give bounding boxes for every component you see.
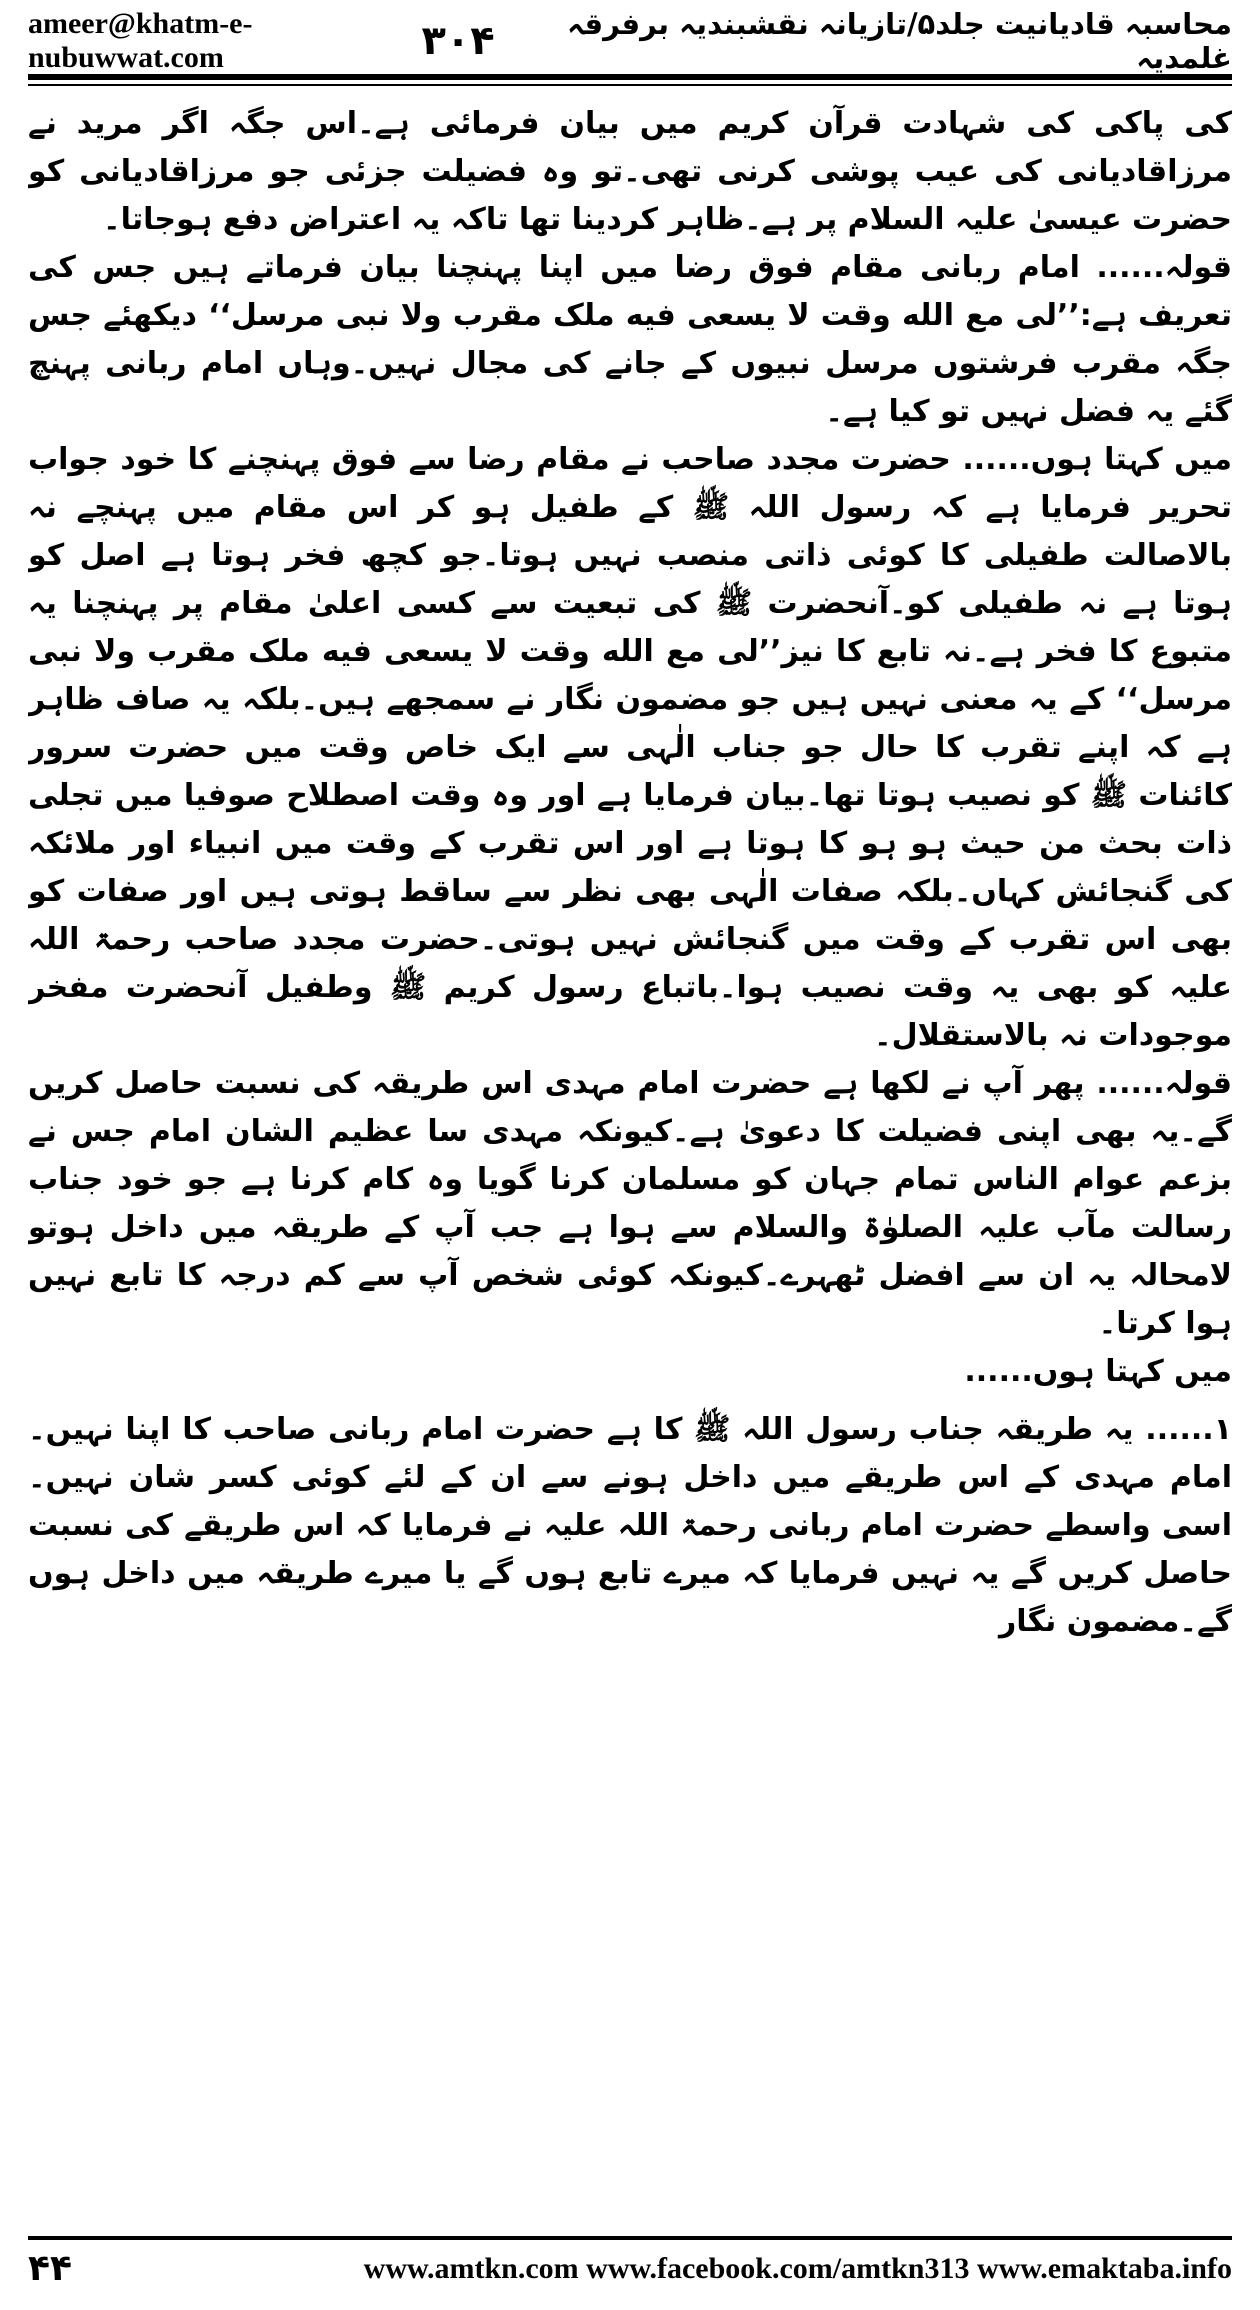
page-footer — [28, 2236, 1232, 2300]
paragraph-2: قولہ...... امام ربانی مقام فوق رضا میں اپنا پہنچنا بیان فرماتے ہیں جس کی تعریف ہے:’’لی مع الله وقت لا یسعی فیه ملک مقرب ولا نبی مرسل‘‘ دیکھئے جس جگہ مقرب فرشتوں مرسل نبیوں کے جانے کی مجال نہیں۔وہاں امام ربانی پہنچ گئے یہ فضل نہیں تو کیا ہے۔ — [28, 250, 1232, 429]
paragraph-5: میں کہتا ہوں...... — [964, 1354, 1232, 1389]
paragraph-3: میں کہتا ہوں...... حضرت مجدد صاحب نے مقام رضا سے فوق پہنچنے کا خود جواب تحریر فرمایا ہے کہ رسول اللہ ﷺ کے طفیل ہو کر اس مقام میں پہنچے نہ بالاصالت طفیلی کا کوئی ذاتی منصب نہیں ہوتا۔جو کچھ فخر ہوتا ہے اصل کو ہوتا ہے نہ طفیلی کو۔آنحضرت ﷺ کی تبعیت سے کسی اعلیٰ مقام پر پہنچنا یہ متبوع کا فخر ہے۔نہ تابع کا نیز’’لی مع الله وقت لا یسعی فیه ملک مقرب ولا نبی مرسل‘‘ کے یہ معنی نہیں ہیں جو مضمون نگار نے سمجھے ہیں۔بلکہ یہ صاف ظاہر ہے کہ اپنے تقرب کا حال جو جناب الٰہی سے ایک خاص وقت میں حضرت سرور کائنات ﷺ کو نصیب ہوتا تھا۔بیان فرمایا ہے اور وہ وقت اصطلاح صوفیا میں تجلی ذات بحث من حیث ہو ہو کا ہوتا ہے اور اس تقرب کے وقت میں انبیاء اور ملائکہ کی گنجائش کہاں۔بلکہ صفات الٰہی بھی نظر سے ساقط ہوتی ہیں اور صفات کو بھی اس تقرب کے وقت میں گنجائش نہیں ہوتی۔حضرت مجدد صاحب رحمۃ اللہ علیہ کو بھی یہ وقت نصیب ہوا۔باتباع رسول کریم ﷺ وطفیل آنحضرت مفخر موجودات نہ بالاستقلال۔ — [28, 442, 1232, 1053]
page-header — [28, 7, 1232, 75]
footer-rule — [28, 2236, 1232, 2240]
header-title-group — [421, 7, 1232, 75]
paragraph-1: کی پاکی کی شہادت قرآن کریم میں بیان فرمائی ہے۔اس جگہ اگر مرید نے مرزاقادیانی کی عیب پوشی کرنی تھی۔تو وہ فضیلت جزئی جو مرزاقادیانی کو حضرت عیسیٰ علیہ السلام پر ہے۔ظاہر کردینا تھا تاکہ یہ اعتراض دفع ہوجاتا۔ — [28, 106, 1232, 237]
paragraph-4: قولہ...... پھر آپ نے لکھا ہے حضرت امام مہدی اس طریقہ کی نسبت حاصل کریں گے۔یہ بھی اپنی فضیلت کا دعویٰ ہے۔کیونکہ مہدی سا عظیم الشان امام جس نے بزعم عوام الناس تمام جہان کو مسلمان کرنا گویا وہ کام کرنا ہے جو خود جناب رسالت مآب علیہ الصلوٰۃ والسلام سے ہوا ہے جب آپ کے طریقہ میں داخل ہوتو لامحالہ یہ ان سے افضل ٹھہرے۔کیونکہ کوئی شخص آپ سے کم درجہ کا تابع نہیں ہوا کرتا۔ — [28, 1066, 1232, 1341]
footer-page-number: ۴۴ — [28, 2248, 72, 2289]
paragraph-divider — [28, 1396, 1232, 1406]
header-book-title: محاسبہ قادیانیت جلد۵/تازیانہ نقشبندیہ برفرقہ غلمدیہ — [567, 7, 1232, 75]
footer-links: www.amtkn.com www.facebook.com/amtkn313 www.emaktaba.info — [363, 2251, 1232, 2285]
paragraph-6: ۱...... یہ طریقہ جناب رسول اللہ ﷺ کا ہے حضرت امام ربانی صاحب کا اپنا نہیں۔امام مہدی کے اس طریقے میں داخل ہونے سے ان کے لئے کوئی کسر شان نہیں۔اسی واسطے حضرت امام ربانی رحمۃ اللہ علیہ نے فرمایا کہ اس طریقے کی نسبت حاصل کریں گے یہ نہیں فرمایا کہ میرے تابع ہوں گے یا میرے طریقہ میں داخل ہوں گے۔مضمون نگار — [28, 1412, 1232, 1639]
header-rule-thin — [28, 84, 1232, 86]
header-rule-thick — [28, 74, 1232, 80]
header-page-number: ۳۰۴ — [421, 18, 495, 64]
header-email: ameer@khatm-e-nubuwwat.com — [28, 7, 253, 74]
page-body — [28, 100, 1232, 2210]
